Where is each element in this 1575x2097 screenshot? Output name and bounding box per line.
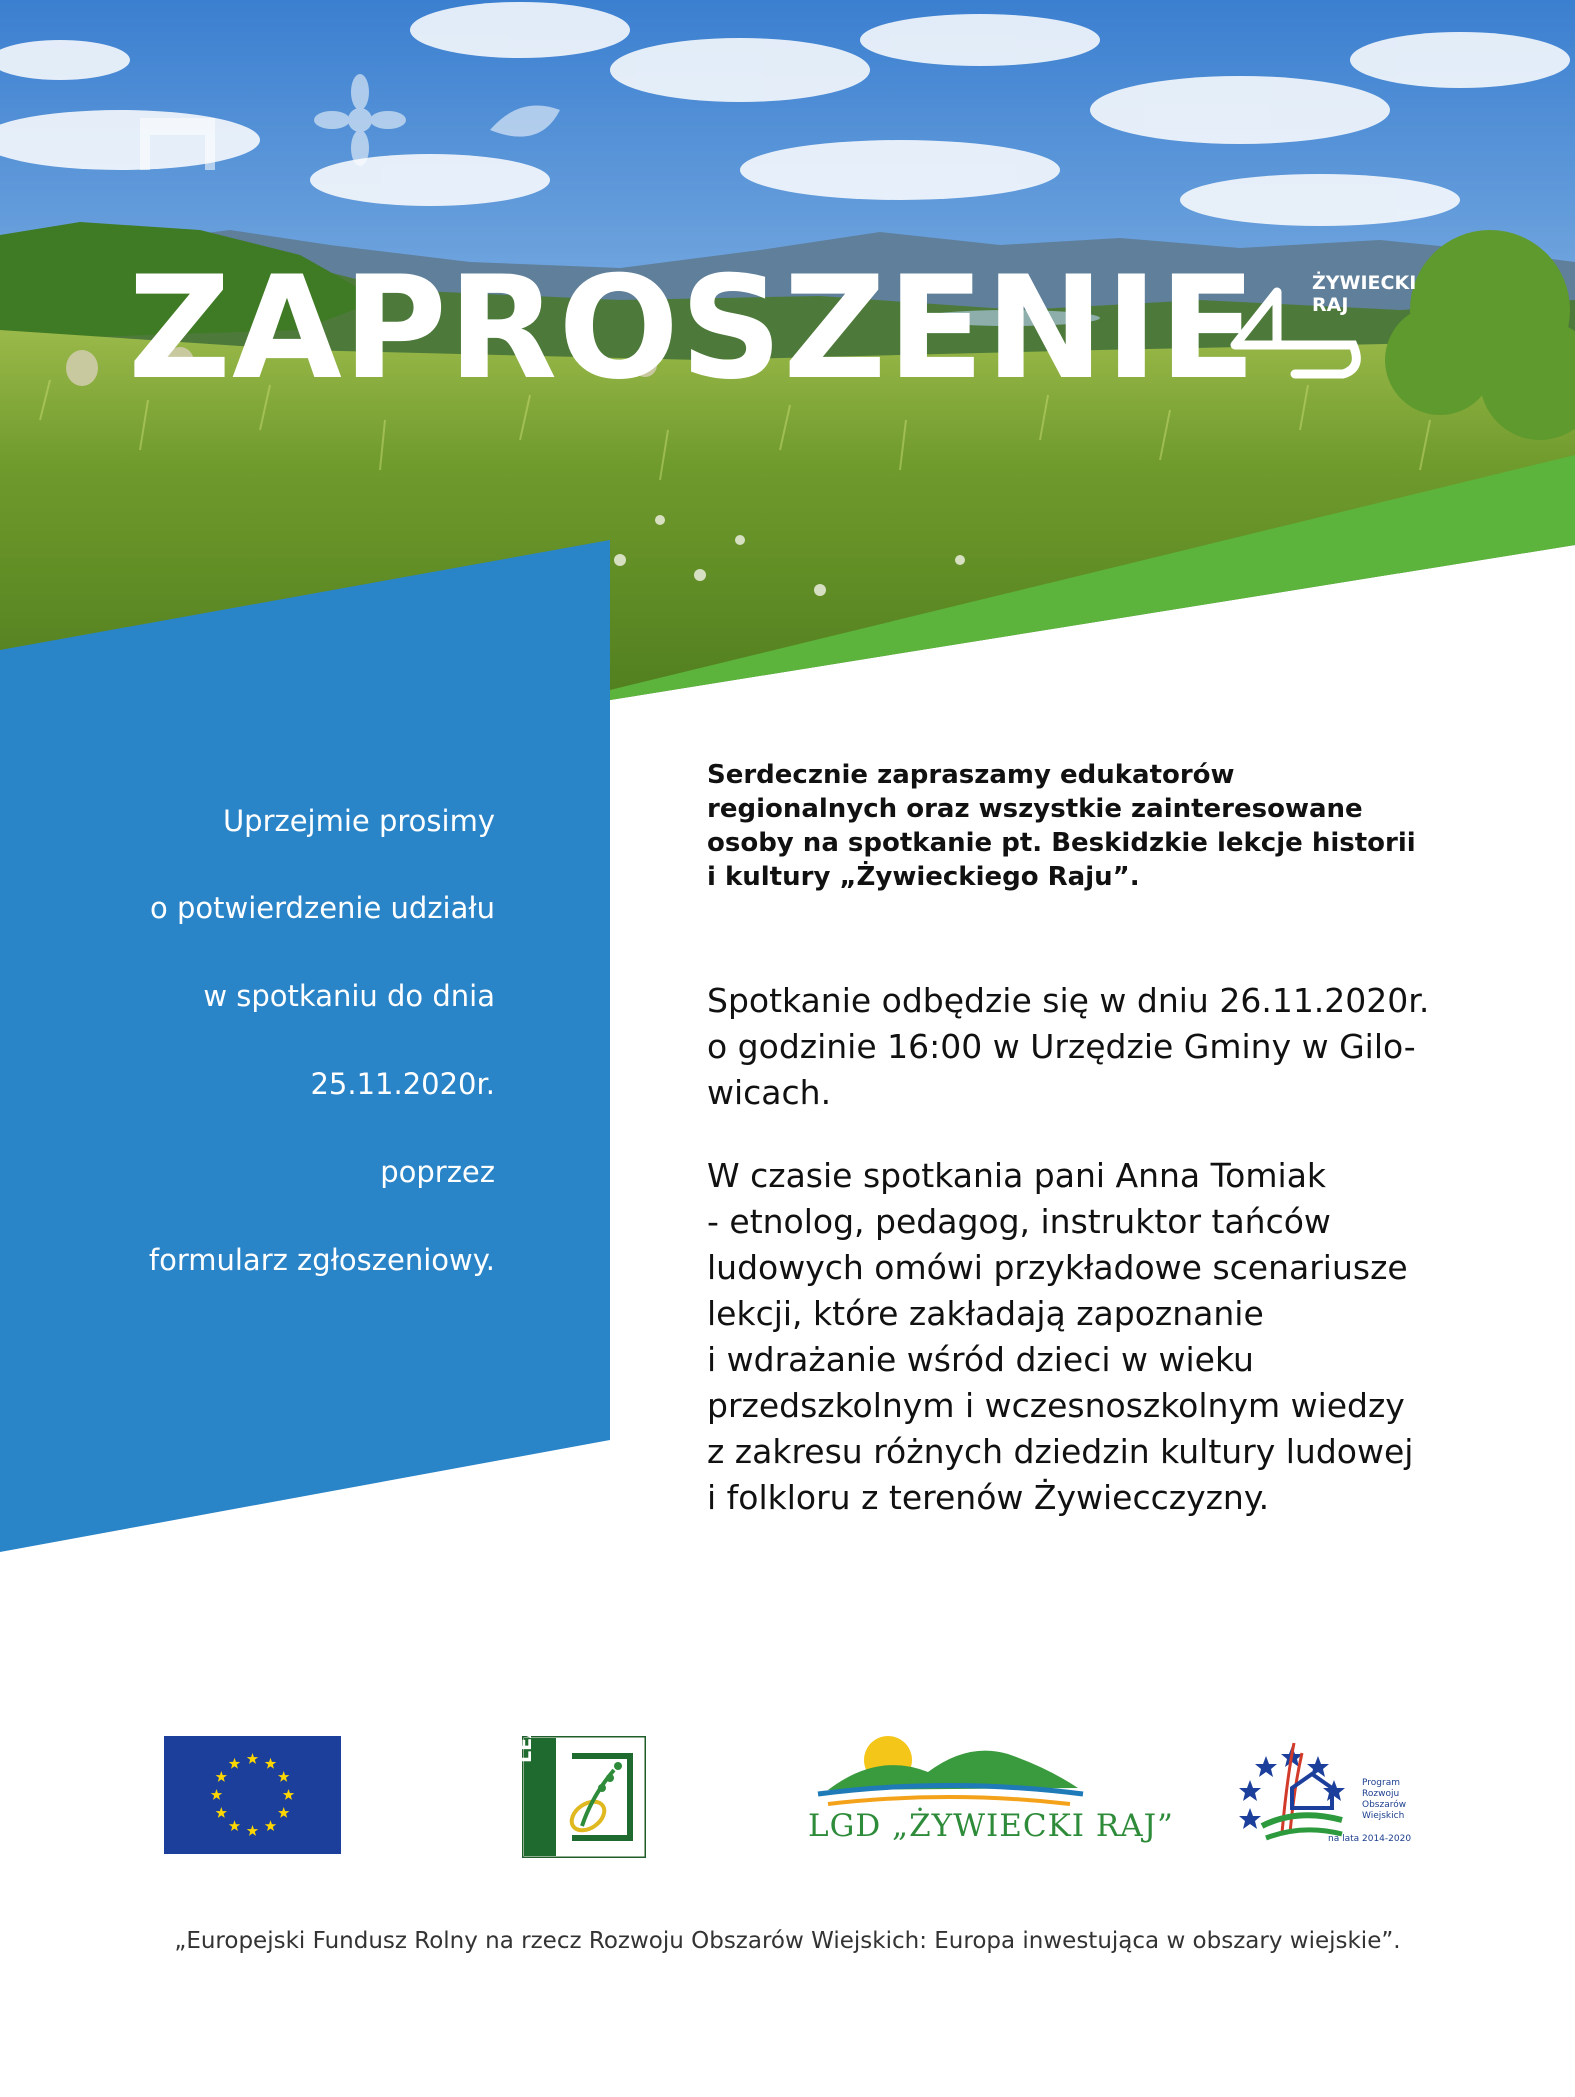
brand-name [1312, 272, 1416, 316]
paragraph-line: i folkloru z terenów Żywiecczyzny. [707, 1478, 1270, 1517]
paragraph-line: przedszkolnym i wczesnoszkolnym wiedzy [707, 1386, 1405, 1425]
side-line-5: poprzez [380, 1155, 495, 1189]
prow-years: na lata 2014-2020 [1328, 1834, 1412, 1844]
prow-label [1362, 1778, 1452, 1822]
intro-line: Serdecznie zapraszamy edukatorów [707, 760, 1235, 790]
prow-line: Rozwoju [1362, 1789, 1400, 1799]
meeting-details [707, 978, 1487, 1116]
paragraph-line: - etnolog, pedagog, instruktor tańców [707, 1202, 1331, 1241]
leader-label: LEADER [514, 1679, 536, 1763]
side-line-4: 25.11.2020r. [310, 1067, 495, 1101]
brand-line-2: RAJ [1312, 294, 1349, 316]
prow-line: Wiejskich [1362, 1811, 1405, 1821]
intro-text [707, 758, 1487, 894]
brand-line-1: ŻYWIECKI [1312, 272, 1417, 294]
paragraph-line: ludowych omówi przykładowe scenariusze [707, 1248, 1408, 1287]
side-line-2: o potwierdzenie udziału [150, 891, 495, 925]
prow-line: Program [1362, 1778, 1400, 1788]
side-line-6: formularz zgłoszeniowy. [148, 1243, 495, 1277]
page-title: ZAPROSZENIE [128, 246, 1257, 411]
paragraph-line: z zakresu różnych dziedzin kultury ludowej [707, 1432, 1414, 1471]
paragraph-line: Spotkanie odbędzie się w dniu 26.11.2020r. [707, 981, 1430, 1020]
funding-note: „Europejski Fundusz Rolny na rzecz Rozwoju Obszarów Wiejskich: Europa inwestująca w obszary wiejskie”. [174, 1928, 1401, 1954]
intro-line: i kultury „Żywieckiego Raju”. [707, 862, 1140, 892]
intro-line: regionalnych oraz wszystkie zainteresowane [707, 794, 1363, 824]
intro-line: osoby na spotkanie pt. Beskidzkie lekcje historii [707, 828, 1416, 858]
eu-flag-logo [164, 1736, 341, 1854]
lgd-logo [808, 1732, 1088, 1812]
meeting-description [707, 1153, 1487, 1521]
side-line-1: Uprzejmie prosimy [222, 804, 495, 838]
paragraph-line: W czasie spotkania pani Anna Tomiak [707, 1156, 1327, 1195]
lgd-label: LGD „ŻYWIECKI RAJ” [808, 1808, 1174, 1844]
paragraph-line: lekcji, które zakładają zapoznanie [707, 1294, 1264, 1333]
prow-line: Obszarów [1362, 1800, 1407, 1810]
paragraph-line: i wdrażanie wśród dzieci w wieku [707, 1340, 1254, 1379]
paragraph-line: o godzinie 16:00 w Urzędzie Gminy w Gilo- [707, 1027, 1416, 1066]
side-line-3: w spotkaniu do dnia [203, 979, 495, 1013]
paragraph-line: wicach. [707, 1073, 832, 1112]
